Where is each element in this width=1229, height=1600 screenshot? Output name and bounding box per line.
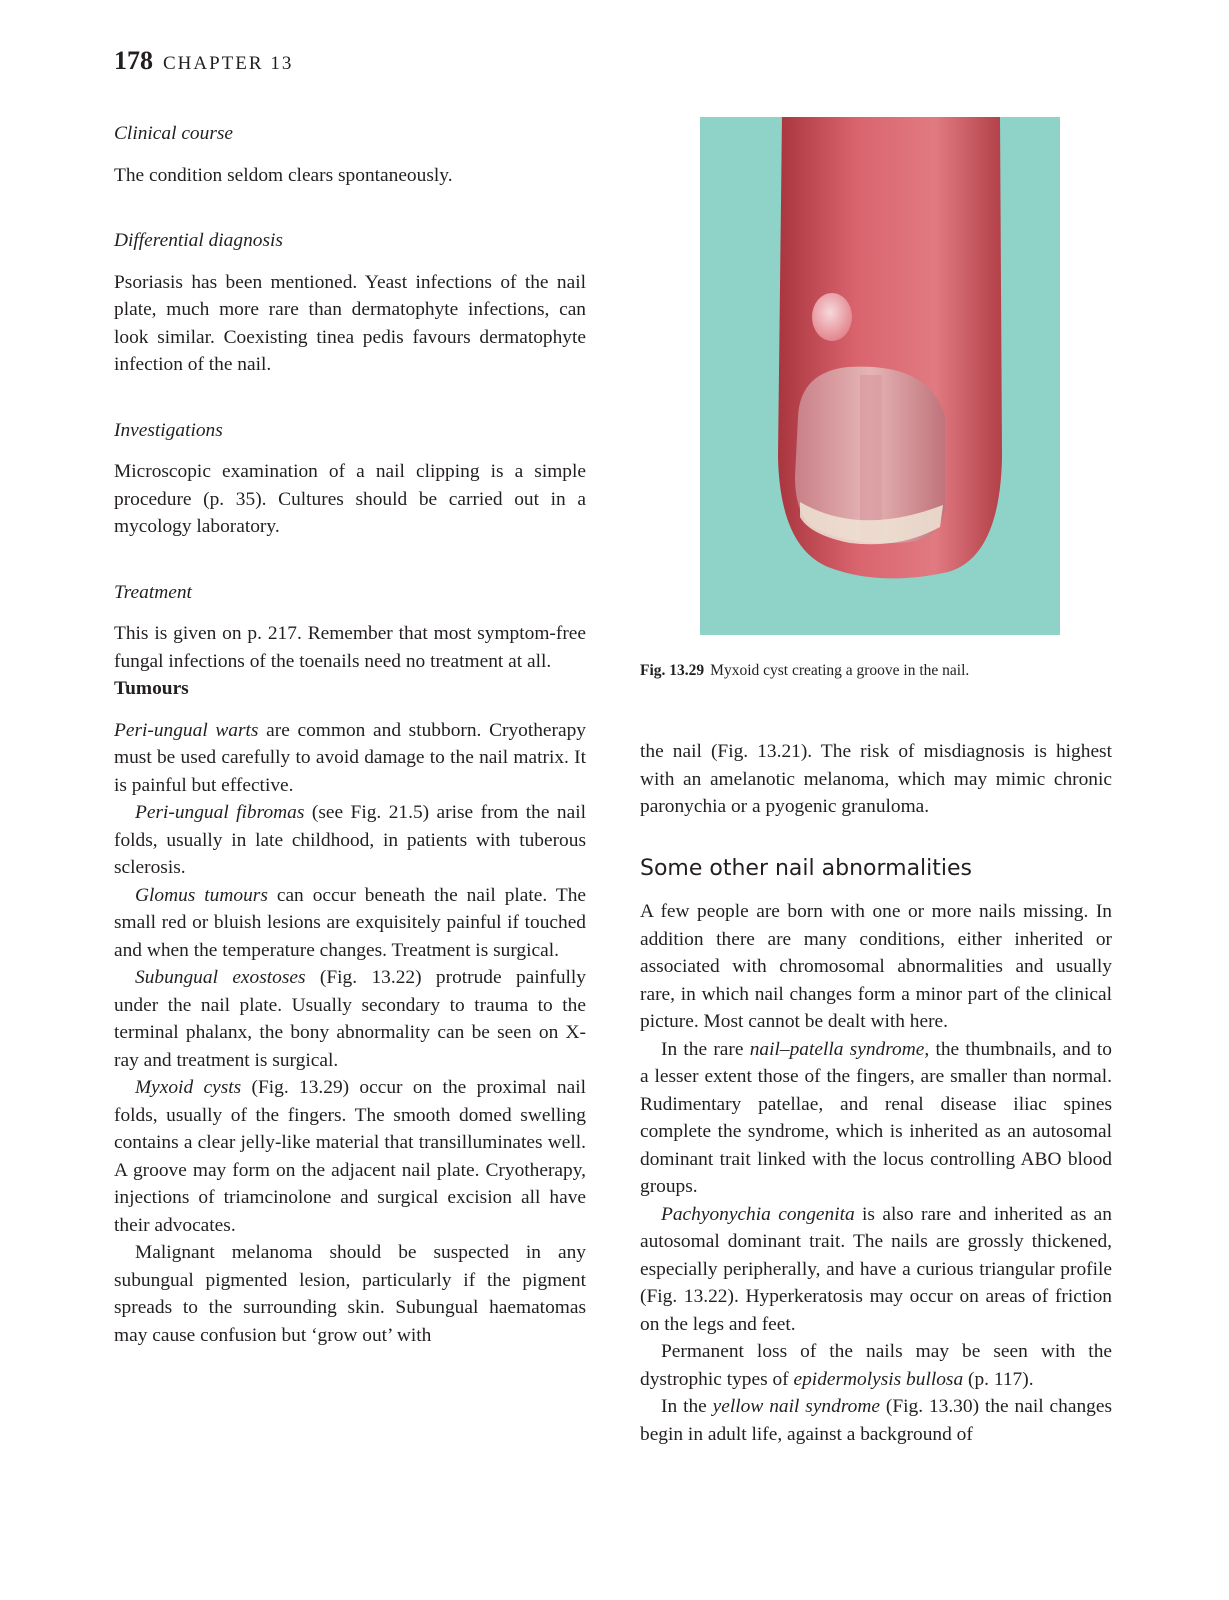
figure-photo bbox=[700, 117, 1060, 635]
tumours-heading: Tumours bbox=[114, 678, 189, 699]
nail-groove bbox=[860, 375, 882, 540]
other-paragraph-4: Permanent loss of the nails may be seen with the dystrophic types of epidermolysis bullosa (p. 117). bbox=[640, 1341, 1112, 1390]
treatment-text: This is given on p. 217. Remember that most symptom-free fungal infections of the toenails need no treatment at all. bbox=[114, 623, 586, 672]
figure-label: Fig. 13.29 bbox=[640, 662, 705, 679]
chapter-label: CHAPTER 13 bbox=[163, 53, 294, 74]
other-paragraph-1: A few people are born with one or more nails missing. In addition there are many conditions, either inherited or associated with chromosomal abnormalities and usually rare, in which nail changes form a minor part of the clinical picture. Most cannot be dealt with here. bbox=[640, 901, 1112, 1032]
differential-text: Psoriasis has been mentioned. Yeast infections of the nail plate, much more rare than dermatophyte infections, can look similar. Coexisting tinea pedis favours dermatophyte infection of the nail. bbox=[114, 271, 586, 375]
other-abnormalities-heading: Some other nail abnormalities bbox=[640, 855, 973, 881]
right-column bbox=[640, 738, 1112, 1448]
continuation-text: the nail (Fig. 13.21). The risk of misdiagnosis is highest with an amelanotic melanoma, which may mimic chronic paronychia or a pyogenic granuloma. bbox=[640, 741, 1112, 817]
tumours-paragraph-1: Peri-ungual warts are common and stubborn. Cryotherapy must be used carefully to avoid damage to the nail matrix. It is painful but effective. bbox=[114, 719, 586, 796]
term-periungual-warts: Peri-ungual warts bbox=[114, 719, 259, 741]
tumours-paragraph-6: Malignant melanoma should be suspected in any subungual pigmented lesion, particularly if the pigment spreads to the surrounding skin. Subungual haematomas may cause confusion but ‘grow out’ with bbox=[114, 1242, 586, 1346]
clinical-course-text: The condition seldom clears spontaneously. bbox=[114, 164, 453, 186]
running-header bbox=[114, 46, 293, 76]
other-paragraph-5: In the yellow nail syndrome (Fig. 13.30) the nail changes begin in adult life, against a background of bbox=[640, 1396, 1112, 1445]
figure-caption-text: Myxoid cyst creating a groove in the nail. bbox=[710, 662, 970, 679]
term-epidermolysis-bullosa: epidermolysis bullosa bbox=[793, 1368, 964, 1390]
page-number: 178 bbox=[114, 46, 153, 75]
myxoid-cyst bbox=[812, 293, 852, 341]
investigations-heading: Investigations bbox=[114, 419, 223, 441]
tumours-paragraph-2: Peri-ungual fibromas (see Fig. 21.5) arise from the nail folds, usually in late childhood, in patients with tuberous sclerosis. bbox=[114, 802, 586, 878]
term-myxoid-cysts: Myxoid cysts bbox=[135, 1077, 242, 1098]
finger-nail-photo bbox=[700, 117, 1060, 635]
left-column bbox=[114, 120, 586, 1349]
investigations-text: Microscopic examination of a nail clipping is a simple procedure (p. 35). Cultures should be carried out in a mycology laboratory. bbox=[114, 461, 586, 537]
tumours-paragraph-5: Myxoid cysts (Fig. 13.29) occur on the proximal nail folds, usually of the fingers. The smooth domed swelling contains a clear jelly-like material that transilluminates well. A groove may form on the adjacent nail plate. Cryotherapy, injections of triamcinolone and surgical excision all have their advocates. bbox=[114, 1077, 586, 1236]
tumours-paragraph-4: Subungual exostoses (Fig. 13.22) protrude painfully under the nail plate. Usually secondary to trauma to the terminal phalanx, the bony abnormality can be seen on X-ray and treatment is surgical. bbox=[114, 967, 586, 1071]
figure-caption bbox=[640, 662, 1120, 680]
tumours-paragraph-3: Glomus tumours can occur beneath the nail plate. The small red or bluish lesions are exquisitely painful if touched and when the temperature changes. Treatment is surgical. bbox=[114, 884, 586, 961]
term-subungual-exostoses: Subungual exostoses bbox=[135, 967, 306, 988]
term-glomus-tumours: Glomus tumours bbox=[135, 884, 268, 906]
term-yellow-nail-syndrome: yellow nail syndrome bbox=[712, 1396, 880, 1417]
clinical-course-heading: Clinical course bbox=[114, 123, 234, 144]
other-paragraph-2: In the rare nail–patella syndrome, the thumbnails, and to a lesser extent those of the fingers, are smaller than normal. Rudimentary patellae, and renal disease iliac spines complete the syndrome, which is inherited as an autosomal dominant trait linked with the locus controlling ABO blood groups. bbox=[640, 1038, 1112, 1197]
other-paragraph-3: Pachyonychia congenita is also rare and inherited as an autosomal dominant trait. The nails are grossly thickened, especially peripherally, and have a curious triangular profile (Fig. 13.22). Hyperkeratosis may occur on areas of friction on the legs and feet. bbox=[640, 1203, 1112, 1335]
term-pachyonychia: Pachyonychia congenita bbox=[661, 1203, 855, 1225]
differential-heading: Differential diagnosis bbox=[114, 230, 283, 251]
treatment-heading: Treatment bbox=[114, 581, 192, 603]
term-periungual-fibromas: Peri-ungual fibromas bbox=[135, 802, 305, 823]
term-nail-patella: nail–patella syndrome bbox=[749, 1038, 925, 1060]
